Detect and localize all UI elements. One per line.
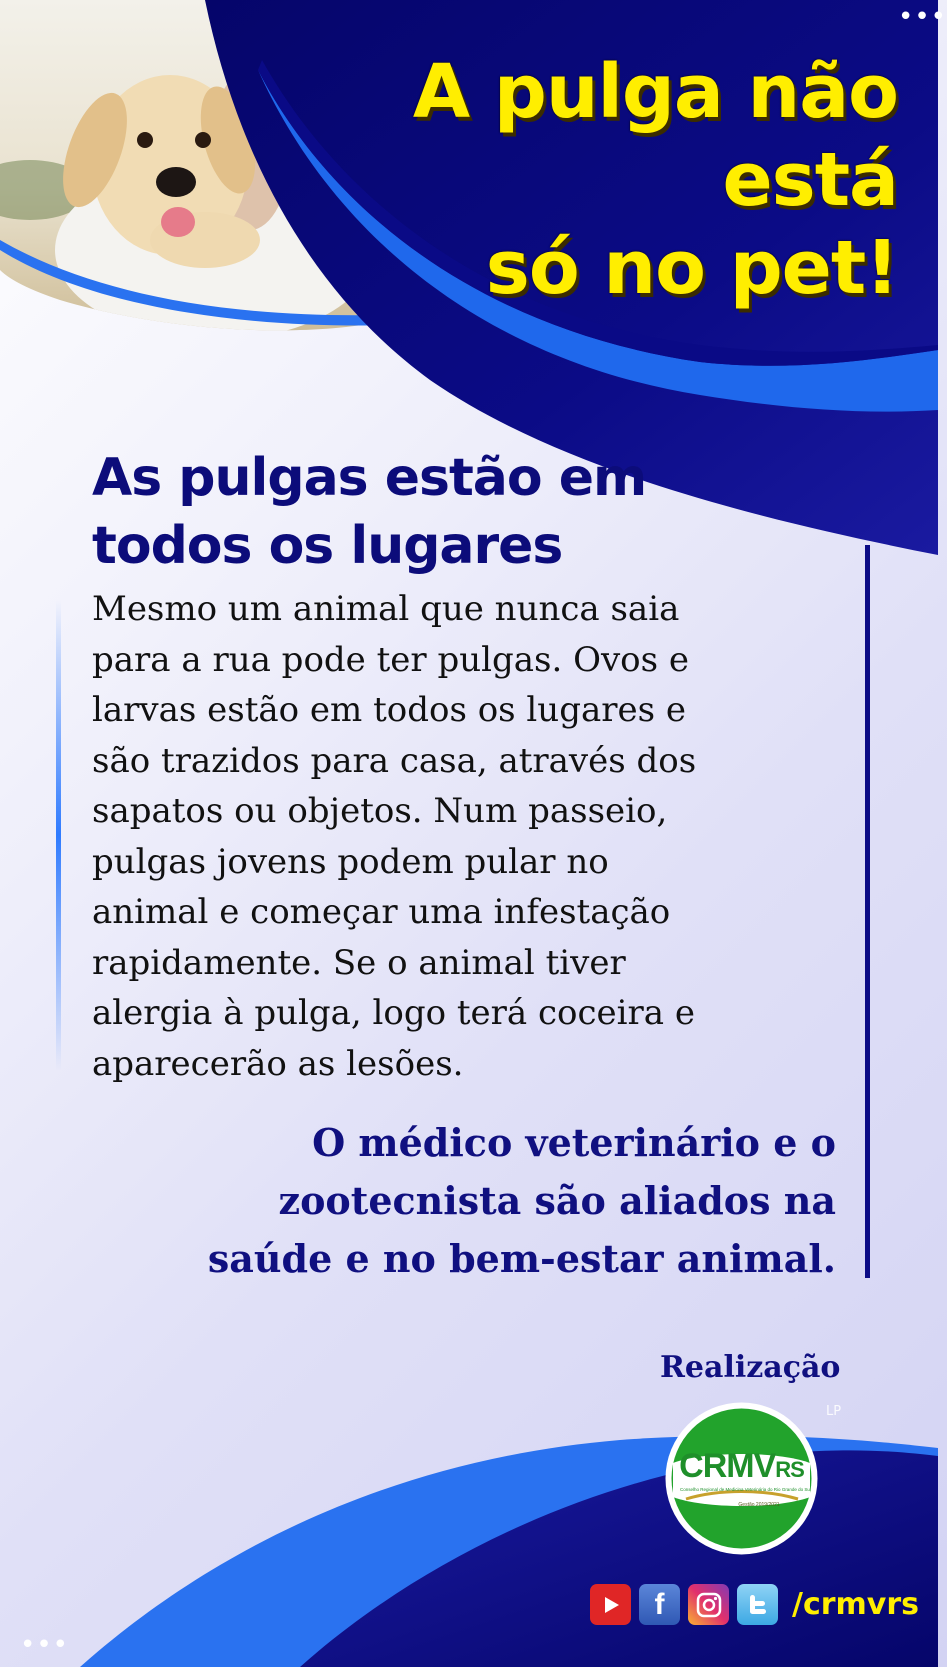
logo-text — [676, 1447, 807, 1486]
menu-dots-bottom[interactable]: ••• — [20, 1630, 70, 1660]
heading-line-2: todos os lugares — [92, 516, 563, 576]
body-line: animal e começar uma infestação — [92, 892, 671, 932]
menu-dots-top[interactable]: ••• — [898, 2, 947, 32]
realizacao-label: Realização — [660, 1350, 841, 1385]
body-line: para a rua pode ter pulgas. Ovos e — [92, 639, 690, 680]
logo-gestao: Gestão 2019/2021 — [738, 1502, 780, 1508]
body-line: larvas estão em todos os lugares e — [92, 690, 686, 730]
section-body — [92, 584, 812, 1089]
body-line: aparecerão as lesões. — [92, 1043, 464, 1084]
body-line: alergia à pulga, logo terá coceira e — [92, 993, 696, 1033]
poster-title — [258, 48, 898, 312]
social-links — [590, 1584, 919, 1625]
highlight-quote — [76, 1114, 836, 1288]
title-line-1: A pulga não está — [412, 49, 898, 223]
social-handle[interactable]: /crmvrs — [792, 1587, 920, 1622]
body-line: Mesmo um animal que nunca saia — [92, 589, 680, 629]
section-heading — [92, 444, 712, 580]
logo-subtitle: Conselho Regional de Medicina Veterinária do Rio Grande do Sul — [680, 1487, 811, 1492]
body-line: pulgas jovens podem pular no — [92, 841, 609, 882]
author-signature: LP — [826, 1404, 842, 1419]
facebook-icon[interactable]: f — [639, 1584, 680, 1625]
logo-suffix-text: RS — [775, 1457, 804, 1482]
crmvrs-logo[interactable] — [664, 1401, 819, 1556]
twitter-icon[interactable] — [737, 1584, 778, 1625]
heading-line-1: As pulgas estão em — [92, 448, 647, 508]
body-line: são trazidos para casa, através dos — [92, 740, 697, 781]
youtube-icon[interactable] — [590, 1584, 631, 1625]
body-line: sapatos ou objetos. Num passeio, — [92, 791, 668, 831]
instagram-icon[interactable] — [688, 1584, 729, 1625]
title-line-2: só no pet! — [485, 225, 898, 311]
logo-main-text: CRMV — [679, 1447, 776, 1485]
quote-line-1: O médico veterinário e o — [312, 1120, 836, 1165]
body-line: rapidamente. Se o animal tiver — [92, 942, 626, 983]
quote-line-2: zootecnista são aliados na — [278, 1178, 836, 1223]
quote-line-3: saúde e no bem-estar animal. — [207, 1236, 836, 1281]
